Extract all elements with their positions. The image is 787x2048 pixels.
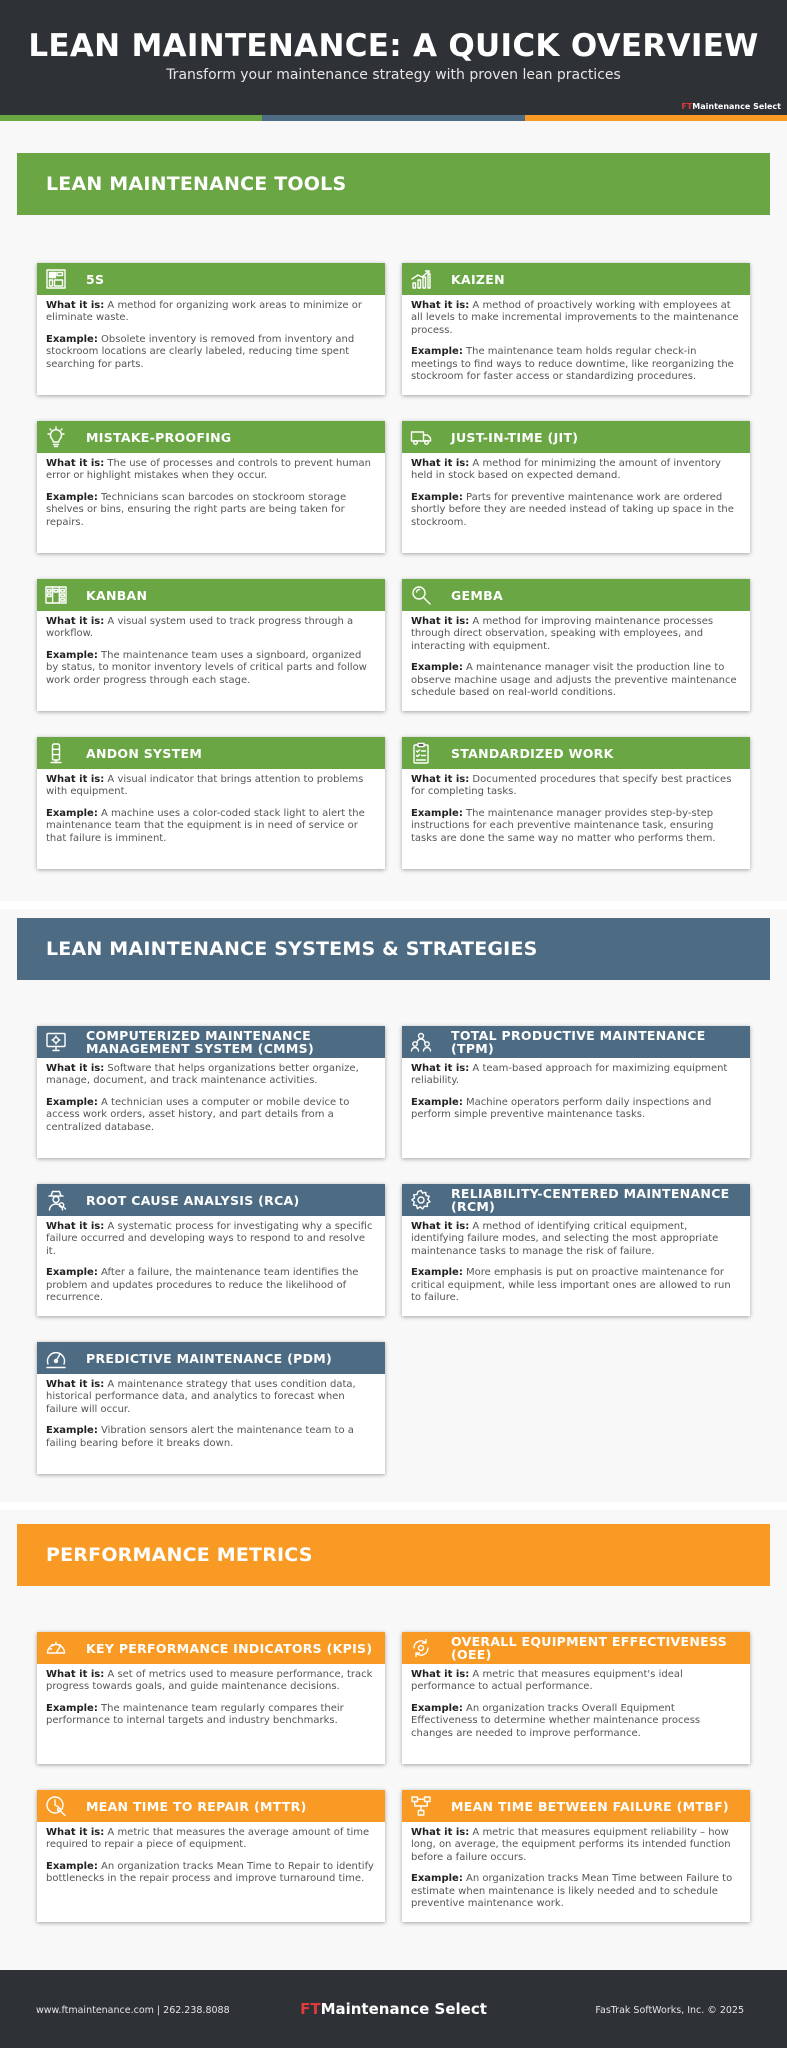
card-header xyxy=(402,1026,750,1058)
card-body xyxy=(37,1664,385,1736)
example-text: A technician uses a computer or mobile device to access work orders, asset history, and part details from a centralized database. xyxy=(46,1096,350,1133)
card-example xyxy=(46,1267,376,1304)
card-header xyxy=(402,1790,750,1822)
card-example xyxy=(46,1703,376,1728)
5s-grid-icon xyxy=(45,268,67,290)
card-header xyxy=(37,1184,385,1216)
card-title: STANDARDIZED WORK xyxy=(451,745,614,761)
card-definition xyxy=(411,458,741,483)
example-label: Example: xyxy=(46,333,98,345)
what-label: What it is: xyxy=(46,1669,105,1680)
card-title: ANDON SYSTEM xyxy=(86,745,203,761)
systems-card xyxy=(37,1342,385,1474)
card-body xyxy=(402,453,750,537)
section-title-tools: LEAN MAINTENANCE TOOLS xyxy=(17,153,770,215)
card-definition xyxy=(411,1827,741,1864)
card-definition xyxy=(46,616,376,641)
example-label: Example: xyxy=(46,649,98,661)
example-text: Technicians scan barcodes on stockroom storage shelves or bins, ensuring the right parts are being taken for repairs. xyxy=(46,491,347,528)
card-header xyxy=(402,579,750,611)
section-title-systems: LEAN MAINTENANCE SYSTEMS & STRATEGIES xyxy=(17,918,770,980)
kanban-board-icon xyxy=(45,584,67,606)
card-title: MEAN TIME TO REPAIR (MTTR) xyxy=(86,1798,307,1814)
systems-card xyxy=(37,1184,385,1316)
gauge-wrench-icon xyxy=(45,1347,67,1369)
systems-card xyxy=(402,1026,750,1158)
stack-light-icon xyxy=(45,742,67,764)
definition-text: A systematic process for investigating why a specific failure occurred and developing ways to respond to and resolve it. xyxy=(46,1221,373,1257)
clock-wrench-icon xyxy=(45,1795,67,1817)
card-header xyxy=(402,421,750,453)
tools-card xyxy=(402,737,750,869)
card-title: KAIZEN xyxy=(451,271,505,287)
tools-card xyxy=(37,579,385,711)
example-label: Example: xyxy=(411,1702,463,1714)
what-label: What it is: xyxy=(411,1063,470,1074)
definition-text: A method of proactively working with employees at all levels to make incremental improvements to the maintenance process. xyxy=(411,300,739,336)
example-label: Example: xyxy=(411,1096,463,1108)
truck-icon xyxy=(410,426,432,448)
what-label: What it is: xyxy=(46,774,105,785)
definition-text: A metric that measures equipment reliability – how long, on average, the equipment performs its intended function before a failure occurs. xyxy=(411,1827,731,1863)
card-example xyxy=(411,1267,741,1304)
example-text: A machine uses a color-coded stack light to alert the maintenance team that the equipment is in need of service or that failure is imminent. xyxy=(46,807,365,844)
checklist-icon xyxy=(410,742,432,764)
page-header xyxy=(0,0,787,115)
card-example xyxy=(411,808,741,845)
card-title: PREDICTIVE MAINTENANCE (PDM) xyxy=(86,1350,333,1366)
chart-up-icon xyxy=(410,268,432,290)
example-label: Example: xyxy=(46,1267,98,1279)
card-example xyxy=(411,1873,741,1910)
footer-copyright: FasTrak SoftWorks, Inc. © 2025 xyxy=(595,2005,744,2016)
definition-text: Documented procedures that specify best practices for completing tasks. xyxy=(411,774,732,798)
card-title: 5S xyxy=(86,271,105,287)
definition-text: Software that helps organizations better organize, manage, document, and track maintenance activities. xyxy=(46,1063,359,1087)
card-body xyxy=(402,1822,750,1918)
card-title: KANBAN xyxy=(86,587,148,603)
page-title: LEAN MAINTENANCE: A QUICK OVERVIEW xyxy=(28,28,759,64)
card-title: JUST-IN-TIME (JIT) xyxy=(451,429,579,445)
example-text: More emphasis is put on proactive maintenance for critical equipment, while less important ones are allowed to run to failure. xyxy=(411,1267,731,1304)
section-title-metrics: PERFORMANCE METRICS xyxy=(17,1524,770,1586)
example-text: Vibration sensors alert the maintenance team to a failing bearing before it breaks down. xyxy=(46,1425,354,1449)
metrics-card xyxy=(402,1632,750,1764)
card-header xyxy=(37,1342,385,1374)
card-body xyxy=(402,1216,750,1312)
example-label: Example: xyxy=(46,491,98,503)
gear-cycle-icon xyxy=(410,1637,432,1659)
what-label: What it is: xyxy=(46,1379,105,1390)
card-body xyxy=(37,295,385,379)
card-title: ROOT CAUSE ANALYSIS (RCA) xyxy=(86,1192,300,1208)
example-text: The maintenance manager provides step-by-step instructions for each preventive maintenance task, ensuring tasks are done the same way no matter who performs them. xyxy=(411,807,716,844)
example-label: Example: xyxy=(46,807,98,819)
card-body xyxy=(37,1374,385,1458)
card-body xyxy=(37,611,385,695)
card-definition xyxy=(46,1669,376,1694)
investigator-icon xyxy=(45,1189,67,1211)
card-example xyxy=(411,1703,741,1740)
what-label: What it is: xyxy=(46,458,105,469)
tools-card xyxy=(402,579,750,711)
card-definition xyxy=(46,300,376,325)
speedometer-icon xyxy=(45,1637,67,1659)
card-definition xyxy=(411,616,741,653)
example-label: Example: xyxy=(411,1873,463,1885)
team-icon xyxy=(410,1031,432,1053)
card-example xyxy=(46,808,376,845)
card-example xyxy=(46,1425,376,1450)
card-definition xyxy=(46,1063,376,1088)
tools-card xyxy=(37,421,385,553)
example-text: A maintenance manager visit the production line to observe machine usage and adjusts the preventive maintenance schedule based on real-world conditions. xyxy=(411,662,737,699)
card-header xyxy=(402,1632,750,1664)
card-example xyxy=(411,662,741,699)
card-title: TOTAL PRODUCTIVE MAINTENANCE (TPM) xyxy=(451,1028,706,1056)
what-label: What it is: xyxy=(46,616,105,627)
definition-text: A method for minimizing the amount of inventory held in stock based on expected demand. xyxy=(411,458,721,482)
systems-card xyxy=(37,1026,385,1158)
card-header xyxy=(37,737,385,769)
card-body xyxy=(402,769,750,853)
card-body xyxy=(37,1216,385,1312)
card-title: MEAN TIME BETWEEN FAILURE (MTBF) xyxy=(451,1798,729,1814)
definition-text: A metric that measures the average amount of time required to repair a piece of equipment. xyxy=(46,1827,370,1851)
what-label: What it is: xyxy=(46,300,105,311)
computer-gear-icon xyxy=(45,1031,67,1053)
flow-nodes-icon xyxy=(410,1795,432,1817)
example-label: Example: xyxy=(411,1267,463,1279)
what-label: What it is: xyxy=(46,1827,105,1838)
what-label: What it is: xyxy=(46,1063,105,1074)
card-definition xyxy=(46,1379,376,1416)
definition-text: A visual indicator that brings attention to problems with equipment. xyxy=(46,774,364,798)
card-header xyxy=(37,263,385,295)
card-body xyxy=(402,295,750,391)
example-text: The maintenance team uses a signboard, organized by status, to monitor inventory levels of critical parts and follow work order progress through each stage. xyxy=(46,649,367,686)
what-label: What it is: xyxy=(411,1221,470,1232)
card-title: OVERALL EQUIPMENT EFFECTIVENESS (OEE) xyxy=(451,1634,727,1662)
tools-card xyxy=(402,263,750,395)
card-example xyxy=(411,1097,741,1122)
definition-text: A team-based approach for maximizing equipment reliability. xyxy=(411,1063,728,1087)
card-example xyxy=(46,1861,376,1886)
card-definition xyxy=(411,774,741,799)
systems-card xyxy=(402,1184,750,1316)
example-text: An organization tracks Mean Time between Failure to estimate when maintenance is likely needed and to schedule preventive maintenance work. xyxy=(411,1873,733,1910)
card-header xyxy=(37,1026,385,1058)
definition-text: A set of metrics used to measure performance, track progress towards goals, and guide maintenance decisions. xyxy=(46,1669,373,1693)
card-definition xyxy=(411,1063,741,1088)
card-body xyxy=(402,611,750,707)
example-text: Machine operators perform daily inspections and perform simple preventive maintenance tasks. xyxy=(411,1096,712,1121)
card-body xyxy=(402,1664,750,1748)
metrics-card xyxy=(37,1790,385,1922)
tools-card xyxy=(402,421,750,553)
page-footer xyxy=(0,1970,787,2048)
card-definition xyxy=(411,1669,741,1694)
example-text: The maintenance team regularly compares their performance to internal targets and industry benchmarks. xyxy=(46,1702,344,1727)
tools-card xyxy=(37,737,385,869)
what-label: What it is: xyxy=(411,1669,470,1680)
footer-logo: FTMaintenance Select xyxy=(300,2000,487,2018)
card-definition xyxy=(411,1221,741,1258)
example-label: Example: xyxy=(411,807,463,819)
card-example xyxy=(411,492,741,529)
metrics-card xyxy=(402,1790,750,1922)
example-text: Parts for preventive maintenance work are ordered shortly before they are needed instead of taking up space in the stockroom. xyxy=(411,491,734,528)
card-definition xyxy=(46,458,376,483)
magnifier-icon xyxy=(410,584,432,606)
lightbulb-icon xyxy=(45,426,67,448)
card-body xyxy=(37,453,385,537)
what-label: What it is: xyxy=(411,616,470,627)
example-text: An organization tracks Mean Time to Repair to identify bottlenecks in the repair process and improve turnaround time. xyxy=(46,1860,374,1885)
metrics-card xyxy=(37,1632,385,1764)
card-definition xyxy=(46,1221,376,1258)
example-text: After a failure, the maintenance team identifies the problem and updates procedures to reduce the likelihood of recurrence. xyxy=(46,1267,359,1304)
example-label: Example: xyxy=(411,491,463,503)
definition-text: A method for organizing work areas to minimize or eliminate waste. xyxy=(46,300,362,324)
tools-card xyxy=(37,263,385,395)
card-header xyxy=(37,579,385,611)
example-label: Example: xyxy=(46,1702,98,1714)
example-label: Example: xyxy=(411,662,463,674)
card-definition xyxy=(46,774,376,799)
example-label: Example: xyxy=(46,1096,98,1108)
definition-text: A visual system used to track progress through a workflow. xyxy=(46,616,354,640)
card-example xyxy=(411,346,741,383)
card-example xyxy=(46,1097,376,1134)
what-label: What it is: xyxy=(411,774,470,785)
example-label: Example: xyxy=(46,1860,98,1872)
card-body xyxy=(37,1058,385,1142)
what-label: What it is: xyxy=(411,458,470,469)
card-header xyxy=(37,421,385,453)
card-title: MISTAKE-PROOFING xyxy=(86,429,232,445)
card-example xyxy=(46,334,376,371)
card-title: RELIABILITY-CENTERED MAINTENANCE (RCM) xyxy=(451,1186,730,1214)
card-body xyxy=(402,1058,750,1130)
what-label: What it is: xyxy=(411,300,470,311)
card-header xyxy=(37,1790,385,1822)
what-label: What it is: xyxy=(46,1221,105,1232)
card-definition xyxy=(46,1827,376,1852)
example-text: An organization tracks Overall Equipment Effectiveness to determine whether maintenance process changes are needed to improve performance. xyxy=(411,1702,701,1739)
what-label: What it is: xyxy=(411,1827,470,1838)
card-title: COMPUTERIZED MAINTENANCE MANAGEMENT SYSTEM (CMMS) xyxy=(86,1028,314,1056)
example-label: Example: xyxy=(46,1425,98,1437)
definition-text: A method for improving maintenance processes through direct observation, speaking with employees, and interacting with equipment. xyxy=(411,616,714,652)
card-title: KEY PERFORMANCE INDICATORS (KPIS) xyxy=(86,1640,373,1656)
footer-contact: www.ftmaintenance.com | 262.238.8088 xyxy=(36,2005,230,2016)
example-text: Obsolete inventory is removed from inventory and stockroom locations are clearly labeled, reducing time spent searching for parts. xyxy=(46,333,355,370)
example-label: Example: xyxy=(411,346,463,358)
card-header xyxy=(37,1632,385,1664)
card-example xyxy=(46,492,376,529)
card-body xyxy=(37,1822,385,1894)
definition-text: A maintenance strategy that uses condition data, historical performance data, and analytics to forecast when failure will occur. xyxy=(46,1379,356,1415)
example-text: The maintenance team holds regular check-in meetings to find ways to reduce downtime, like reorganizing the stockroom for faster access or standardizing procedures. xyxy=(411,346,734,383)
header-brand-logo: FTMaintenance Select xyxy=(681,102,781,111)
card-body xyxy=(37,769,385,853)
page-subtitle: Transform your maintenance strategy with proven lean practices xyxy=(166,67,621,83)
card-header xyxy=(402,737,750,769)
definition-text: The use of processes and controls to prevent human error or highlight mistakes when they occur. xyxy=(46,458,371,482)
definition-text: A method of identifying critical equipment, identifying failure modes, and selecting the most appropriate maintenance tasks to manage the risk of failure. xyxy=(411,1221,719,1257)
definition-text: A metric that measures equipment's ideal performance to actual performance. xyxy=(411,1669,683,1693)
gear-icon xyxy=(410,1189,432,1211)
card-title: GEMBA xyxy=(451,587,503,603)
card-header xyxy=(402,263,750,295)
card-header xyxy=(402,1184,750,1216)
card-example xyxy=(46,650,376,687)
card-definition xyxy=(411,300,741,337)
